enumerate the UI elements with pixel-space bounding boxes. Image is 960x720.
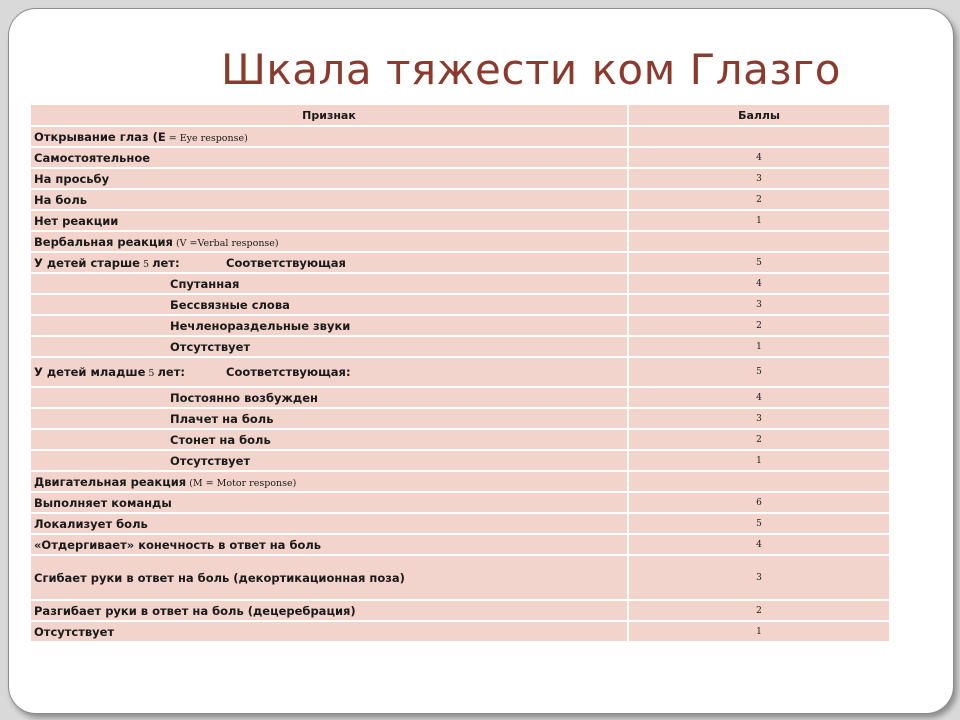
section-label	[30, 126, 628, 147]
table-row	[30, 252, 890, 273]
table-row	[30, 471, 890, 492]
row-score: 4	[628, 387, 890, 408]
section-label	[30, 231, 628, 252]
table-row	[30, 294, 890, 315]
age-group-suffix: лет:	[157, 365, 185, 379]
table-row	[30, 450, 890, 471]
table-row	[30, 168, 890, 189]
age-group-text: У детей младше	[34, 365, 146, 379]
table-row	[30, 189, 890, 210]
row-cell	[30, 273, 628, 294]
row-cell	[30, 336, 628, 357]
row-cell	[30, 357, 628, 387]
row-label: Выполняет команды	[30, 492, 628, 513]
age-group-suffix: лет:	[152, 255, 180, 270]
row-score: 3	[628, 294, 890, 315]
row-label: Вербальная реакция	[34, 234, 173, 249]
row-label: Разгибает руки в ответ на боль (децеребрация)	[30, 600, 628, 621]
table-row	[30, 147, 890, 168]
table-row	[30, 231, 890, 252]
table-row	[30, 315, 890, 336]
row-label: Стонет на боль	[170, 432, 271, 447]
row-label: Соответствующая:	[226, 365, 351, 379]
row-score: 1	[628, 210, 890, 231]
row-score: 5	[628, 252, 890, 273]
row-score: 4	[628, 273, 890, 294]
row-label: Самостоятельное	[30, 147, 628, 168]
row-cell	[30, 252, 628, 273]
table-row	[30, 513, 890, 534]
row-score: 2	[628, 429, 890, 450]
row-note: (M = Motor response)	[186, 477, 297, 489]
row-note: = Eye response)	[165, 132, 248, 144]
age-group-label	[34, 256, 226, 270]
age-group-number: 5	[139, 258, 153, 270]
table-row	[30, 210, 890, 231]
row-label: Плачет на боль	[170, 411, 274, 426]
row-label: Двигательная реакция	[34, 474, 187, 489]
table-row	[30, 492, 890, 513]
row-score: 2	[628, 189, 890, 210]
row-score: 3	[628, 168, 890, 189]
age-group-label	[34, 365, 226, 379]
age-group-text: У детей старше	[34, 255, 140, 270]
header-sign: Признак	[30, 104, 628, 126]
row-label: Соответствующая	[226, 255, 346, 270]
row-label: На боль	[30, 189, 628, 210]
row-score: 3	[628, 555, 890, 600]
table-row	[30, 273, 890, 294]
glasgow-coma-scale-table	[29, 103, 891, 643]
row-score: 1	[628, 336, 890, 357]
row-cell	[30, 450, 628, 471]
row-label: Открывание глаз (E	[34, 129, 166, 144]
row-label: Спутанная	[170, 276, 240, 291]
row-score: 4	[628, 534, 890, 555]
row-label: Локализует боль	[30, 513, 628, 534]
table-row	[30, 336, 890, 357]
row-label: Постоянно возбужден	[170, 390, 318, 405]
row-score	[628, 231, 890, 252]
row-cell	[30, 429, 628, 450]
row-score: 2	[628, 315, 890, 336]
table-row	[30, 600, 890, 621]
row-cell	[30, 294, 628, 315]
age-group-number: 5	[145, 368, 158, 379]
section-label	[30, 471, 628, 492]
row-score	[628, 126, 890, 147]
row-score: 5	[628, 357, 890, 387]
row-score: 5	[628, 513, 890, 534]
row-label: Бессвязные слова	[170, 297, 290, 312]
row-score: 1	[628, 621, 890, 642]
row-score: 3	[628, 408, 890, 429]
table-row	[30, 408, 890, 429]
table-header-row	[30, 104, 890, 126]
row-score: 4	[628, 147, 890, 168]
table-row	[30, 429, 890, 450]
row-note: (V =Verbal response)	[172, 237, 279, 249]
table-row	[30, 534, 890, 555]
row-score: 2	[628, 600, 890, 621]
slide-title: Шкала тяжести ком Глазго	[221, 45, 841, 94]
table-row	[30, 387, 890, 408]
row-label: «Отдергивает» конечность в ответ на боль	[30, 534, 628, 555]
row-label: Отсутствует	[170, 453, 251, 468]
row-score	[628, 471, 890, 492]
row-cell	[30, 408, 628, 429]
header-score: Баллы	[628, 104, 890, 126]
row-label: Нечленораздельные звуки	[170, 318, 351, 333]
row-label: Сгибает руки в ответ на боль (декортикационная поза)	[30, 555, 628, 600]
row-cell	[30, 315, 628, 336]
row-label: Отсутствует	[30, 621, 628, 642]
table-row	[30, 126, 890, 147]
table-row	[30, 621, 890, 642]
slide	[8, 8, 954, 714]
row-label: На просьбу	[30, 168, 628, 189]
row-label: Нет реакции	[30, 210, 628, 231]
row-score: 6	[628, 492, 890, 513]
table-row	[30, 555, 890, 600]
row-cell	[30, 387, 628, 408]
row-label: Отсутствует	[170, 339, 251, 354]
table-row	[30, 357, 890, 387]
row-score: 1	[628, 450, 890, 471]
